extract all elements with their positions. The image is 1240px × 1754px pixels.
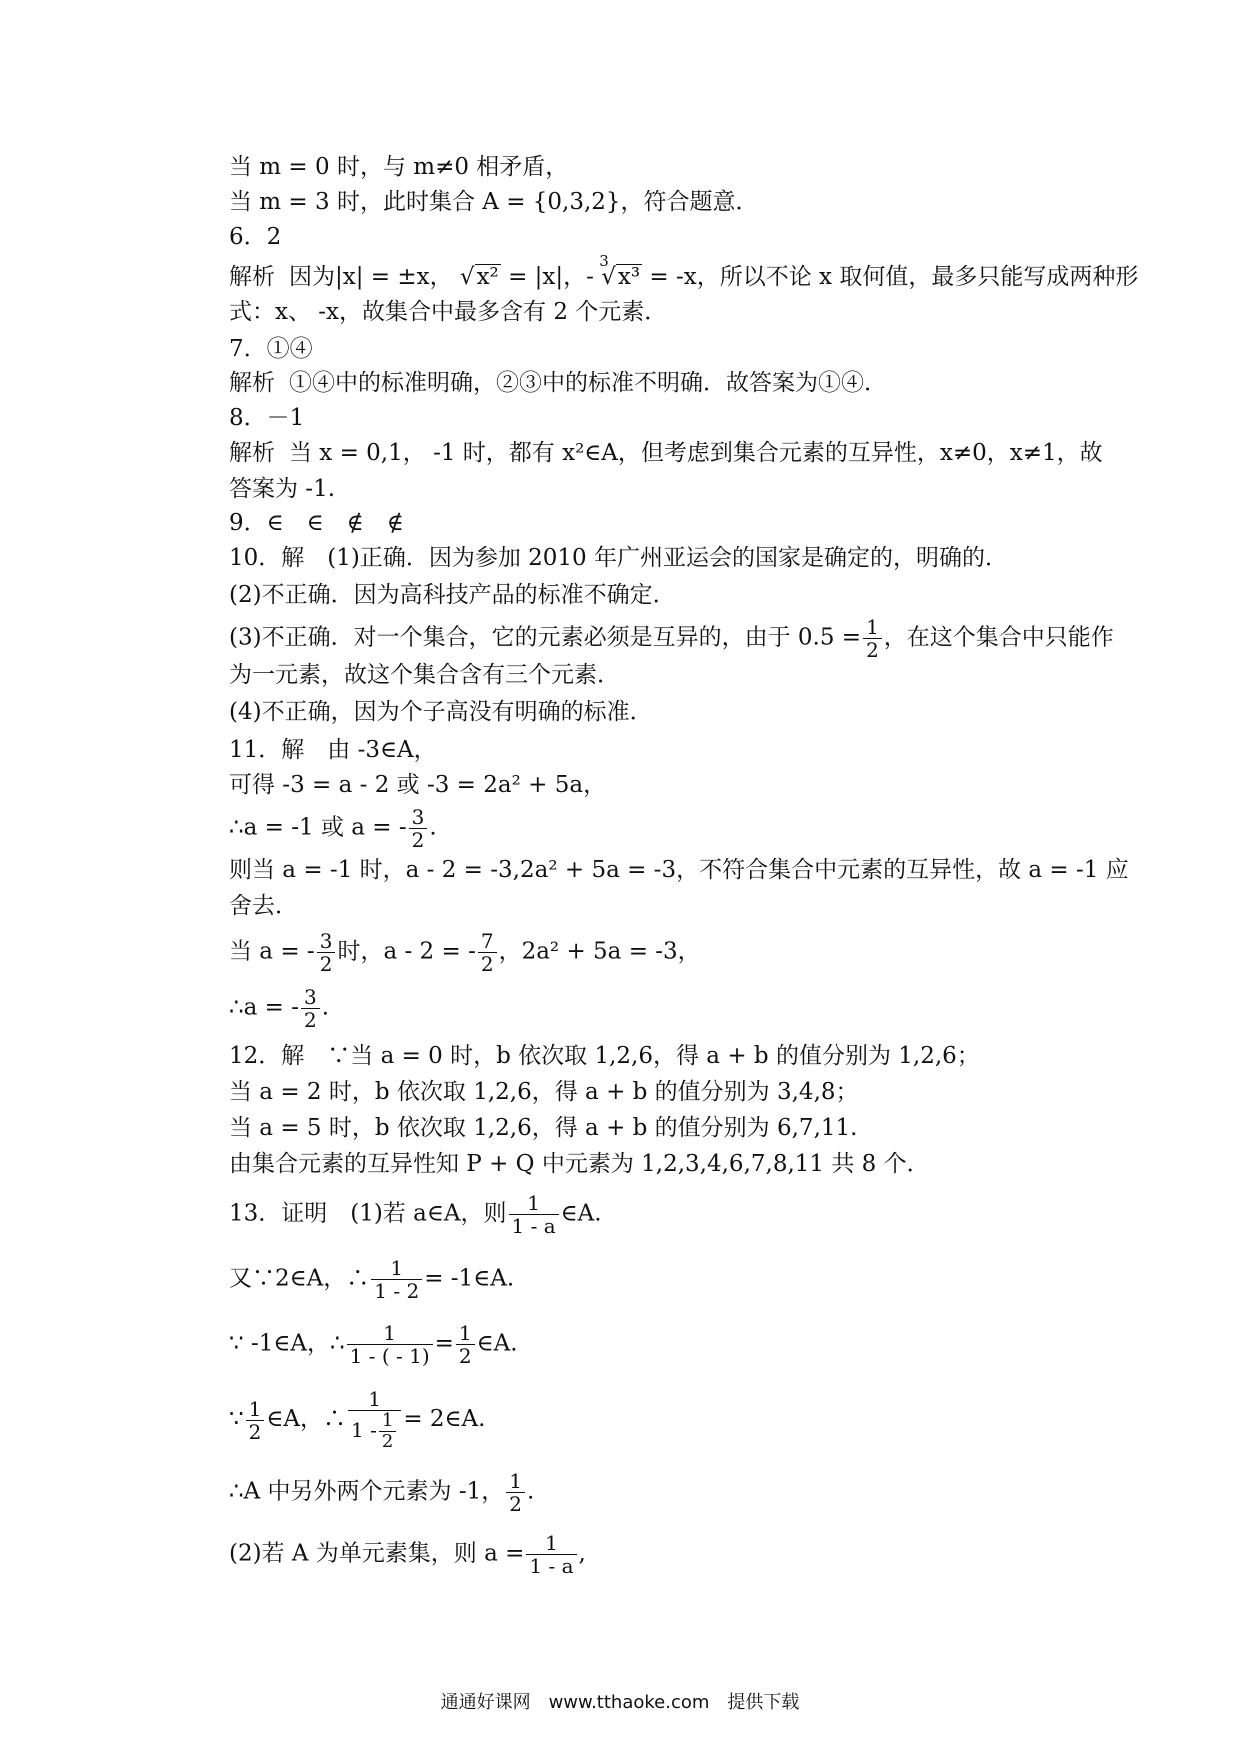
compound-fraction: 1 1 - $\frac{1}{2}$ [348,1388,401,1452]
analysis-label: 解析 [229,264,275,290]
text-line: 由集合元素的互异性知 P + Q 中元素为 1,2,3,4,6,7,8,11 共 8 个． [229,1151,930,1177]
text-line: 当 a = - $\frac{3}{2}$ 时，a - 2 = - $\frac{7}{2}$ ，2a² + 5a = -3， [229,929,701,976]
answer-12: 12．解 ∵当 a = 0 时，b 依次取 1,2,6，得 a + b 的值分别为 1,2,6； [229,1043,980,1069]
text-line: 当 a = 2 时，b 依次取 1,2,6，得 a + b 的值分别为 3,4,8； [229,1079,859,1105]
text-line: (4)不正确，因为个子高没有明确的标准． [229,699,653,725]
answer-9: 9．∈ ∈ ∉ ∉ [229,510,404,536]
fraction: $\frac{7}{2}$ [478,930,497,975]
analysis-8-line2: 答案为 -1. [229,476,336,502]
answer-7: 7．①④ [229,336,313,362]
answer-13: 13．证明 (1)若 a∈A，则 $\frac{1}{1 - a}$ ∈A. [229,1191,602,1238]
fraction: $\frac{1}{2}$ [379,1411,396,1452]
text-line: ∴a = -1 或 a = - $\frac{3}{2}$ . [229,805,437,852]
fraction: $\frac{3}{2}$ [409,806,428,851]
text-line: ∵ $\frac{1}{2}$ ∈A，∴ 1 1 - $\frac{1}{2}$ = 2∈A. [229,1387,486,1452]
fraction: $\frac{1}{2}$ [456,1322,475,1367]
text-line: 又∵2∈A，∴ $\frac{1}{1 - 2}$ = -1∈A. [229,1256,515,1303]
analysis-7: 解析 ①④中的标准明确，②③中的标准不明确．故答案为①④． [229,370,887,396]
analysis-8-line1: 解析 当 x = 0,1， -1 时，都有 x²∈A，但考虑到集合元素的互异性，x≠0，x≠1，故 [229,440,1103,466]
analysis-6-line1: 解析 因为|x| = ±x， √x² = |x|，- 3 √x³ = -x，所以不论 x 取何值，最多只能写成两种形 [229,252,1139,290]
text-line: 则当 a = -1 时，a - 2 = -3,2a² + 5a = -3，不符合集合中元素的互异性，故 a = -1 应 [229,857,1129,883]
sqrt-sign: √ [459,264,475,290]
text-line: 当 m = 3 时，此时集合 A = {0,3,2}，符合题意． [229,189,759,215]
sqrt-radicand: x² [476,264,499,290]
text-line: ∵ -1∈A，∴ $\frac{1}{1 - ( - 1)}$ = $\frac{1}{2}$ ∈A. [229,1321,518,1368]
cbrt-radicand: x³ [617,264,641,290]
answer-11: 11．解 由 -3∈A， [229,737,437,763]
text-line: 当 m = 0 时，与 m≠0 相矛盾， [229,154,569,180]
fraction: $\frac{1}{1 - a}$ [526,1532,576,1577]
fraction: $\frac{1}{2}$ [863,616,882,661]
text-line: (2)若 A 为单元素集，则 a = $\frac{1}{1 - a}$ , [229,1531,586,1578]
text-line: ∴A 中另外两个元素为 -1， $\frac{1}{2}$ . [229,1469,535,1516]
fraction: $\frac{3}{2}$ [317,930,336,975]
cube-root: 3 √ [599,252,616,290]
fraction: $\frac{1}{1 - a}$ [509,1192,559,1237]
answer-10: 10．解 (1)正确．因为参加 2010 年广州亚运会的国家是确定的，明确的． [229,545,1009,571]
text-line: (2)不正确．因为高科技产品的标准不确定． [229,582,676,608]
answer-8: 8．－1 [229,405,305,431]
answer-6: 6．2 [229,224,282,250]
analysis-label: 解析 [229,370,275,396]
fraction: $\frac{1}{2}$ [246,1398,265,1443]
text-line: 舍去． [229,893,298,919]
analysis-label: 解析 [229,440,275,466]
analysis-6-line2: 式：x、 -x，故集合中最多含有 2 个元素． [229,299,668,325]
text-line: ∴a = - $\frac{3}{2}$ . [229,985,330,1032]
fraction: $\frac{1}{1 - 2}$ [371,1257,422,1302]
text-line: 为一元素，故这个集合含有三个元素． [229,662,620,688]
page-footer: 通通好课网 www.tthaoke.com 提供下载 [440,1692,800,1713]
text-line: 可得 -3 = a - 2 或 -3 = 2a² + 5a， [229,772,607,798]
fraction: $\frac{1}{1 - ( - 1)}$ [347,1322,433,1367]
text-line: 当 a = 5 时，b 依次取 1,2,6，得 a + b 的值分别为 6,7,11. [229,1115,858,1141]
text-line: (3)不正确．对一个集合，它的元素必须是互异的，由于 0.5 = $\frac{1}{2}$ ，在这个集合中只能作 [229,615,1114,662]
fraction: $\frac{1}{2}$ [506,1470,525,1515]
fraction: $\frac{3}{2}$ [301,986,320,1031]
